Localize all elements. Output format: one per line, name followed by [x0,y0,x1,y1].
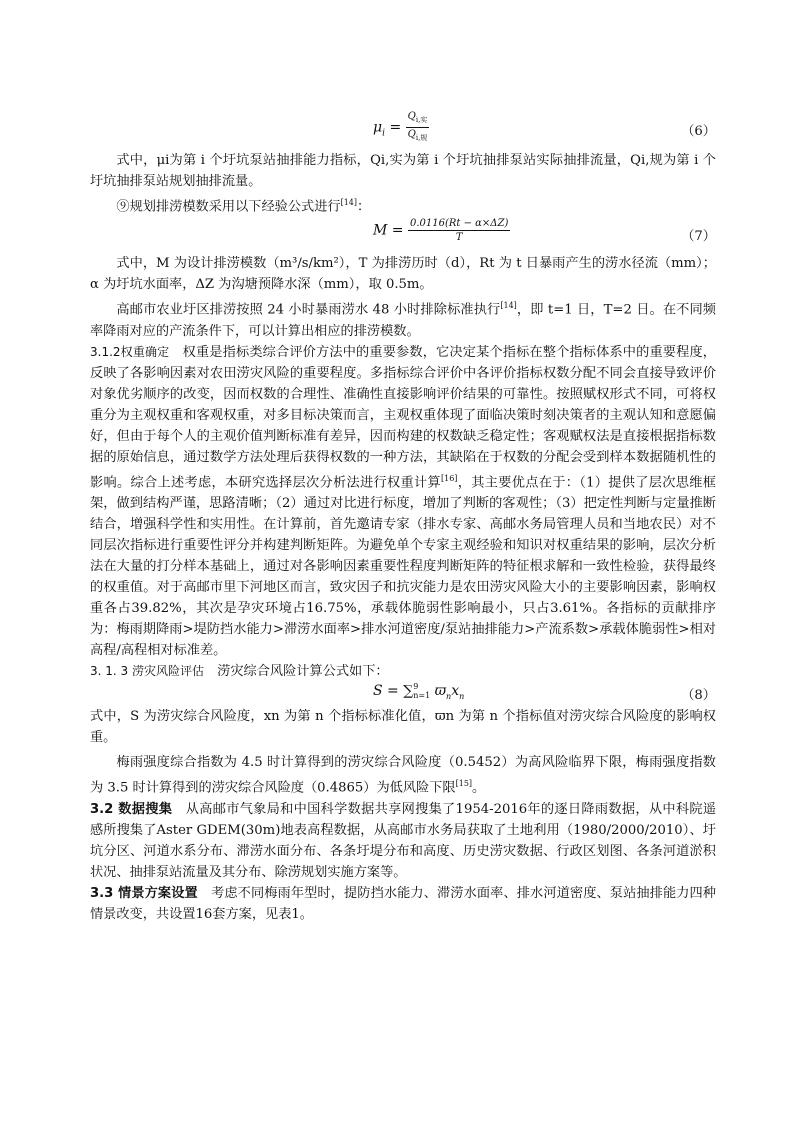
paragraph-drainage-standard [90,295,716,341]
equation-number-6: （6） [681,124,716,139]
eq7-fraction [408,217,510,244]
equation-number-8: （8） [681,688,716,704]
paragraph-risk-threshold [90,752,716,798]
eq7-numerator: 0.0116(Rt − α×ΔZ) [409,218,509,230]
data-collection-text: 从高邮市气象局和中国科学数据共享网搜集了1954-2016年的逐日降雨数据，从中科院遥感所搜集了Aster GDEM(30m)地表高程数据，从高邮市水务局获取了土地利用（1980/2000/2010）、圩坑分区、河道水系分布、滞涝水面分布、各条圩堤分布和高度、历史涝灾数据、行政区划图、各条河道淤积状况、抽排泵站流量及其分布、除涝规划实施方案等。 [90,801,717,880]
eq6-sub: i [382,128,385,139]
risk-formula-intro: 涝灾综合风险计算公式如下： [217,664,389,680]
section-heading-risk-assessment: 3. 1. 3 涝灾风险评估 [90,664,204,679]
equation-7 [90,217,716,253]
citation-15: [15] [455,779,473,789]
section-3-1-3 [90,661,716,682]
eq6-fraction [406,110,430,145]
p4-text: 高邮市农业圩区排涝按照 24 小时暴雨涝水 48 小时排除标准执行 [116,302,501,318]
citation-14b: [14] [500,301,517,311]
eq8-sum-lower: n=1 [413,691,431,701]
weight-text-a: 权重是指标类综合评价方法中的重要参数，它决定某个指标在整个指标体系中的重要程度，反映了各影响因素对农田涝灾风险的重要程度。多指标综合评价中各评价指标权数分配不同会直接导致评价对象优劣顺序的改变，因而权数的合理性、准确性直接影响评价结果的可靠性。按照赋权形式不同，可将权重分为主观权重和客观权重，对多目标决策而言，主观权重体现了面临决策时刻决策者的主观认知和意愿偏好，但由于每个人的主观价值判断标准有差异，因而构建的权数缺乏稳定性；客观赋权法是直接根据指标数据的原始信息，通过数学方法处理后获得权数的一种方法，其缺陷在于权数的分配会受到样本数据随机性的影响。综合上述考虑，本研究选择层次分析法进行权重计算 [90,344,716,491]
paragraph-eq7-explanation: 式中，M 为设计排涝模数（m³/s/km²），T 为排涝历时（d），Rt 为 t 日暴雨产生的涝水径流（mm）；α 为圩坑水面率，ΔZ 为沟塘预降水深（mm），取 0.5m。 [90,256,716,293]
citation-16: [16] [440,473,458,483]
p6-text: 梅雨强度综合指数为 4.5 时计算得到的涝灾综合风险度（0.5452）为高风险临界下限，梅雨强度指数为 3.5 时计算得到的涝灾综合风险度（0.4865）为低风险下限 [90,755,716,796]
equation-8 [90,682,716,706]
weight-text-b: ，其主要优点在于：（1）提供了层次思维框架，做到结构严谨，思路清晰；（2）通过对比进行标度，增加了判断的客观性；（3）把定性判断与定量推断结合，增强科学性和实用性。在计算前，首先邀请专家（排水专家、高邮水务局管理人员和当地农民）对不同层次指标进行重要性评分并构建判断矩阵。为避免单个专家主观经验和知识对权重结果的影响，层次分析法在大量的打分样本基础上，通过对各影响因素重要性程度判断矩阵的特征根求解和一致性检验，获得最终的权重值。对于高邮市里下河地区而言，致灾因子和抗灾能力是农田涝灾风险大小的主要影响因素，影响权重各占39.82%，其次是孕灾环境占16.75%，承载体脆弱性影响最小，只占3.61%。各指标的贡献排序为：梅雨期降雨>堤防挡水能力>滞涝水面率>排水河道密度/泵站抽排能力>产流系数>承载体脆弱性>相对高程/高程相对标准差。 [90,475,716,659]
equation-number-7: （7） [681,229,716,245]
eq8-sum-upper: 9 [413,682,419,692]
eq7-denominator: T [455,232,463,244]
eq6-equals: = [385,119,406,136]
paper-page [90,108,716,925]
paragraph-eq6-explanation: 式中，μi为第 i 个圩坑泵站抽排能力指标，Qi,实为第 i 个圩坑抽排泵站实际抽排流量，Qi,规为第 i 个圩坑抽排泵站规划抽排流量。 [90,153,716,189]
paragraph-eq8-explanation: 式中，S 为涝灾综合风险度，xn 为第 n 个指标标准化值，ϖn 为第 n 个指标值对涝灾综合风险度的影响权重。 [90,709,716,746]
section-heading-data: 3.2 数据搜集 [90,801,173,817]
eq6-numerator: Q [407,111,416,122]
p6-end: 。 [472,780,486,796]
eq7-lhs: M = [373,222,408,239]
section-3-3 [90,883,716,925]
section-3-2 [90,799,716,883]
eq6-denominator: Q [407,129,416,140]
p2-colon: ： [357,199,371,215]
p4-text-cont: ，即 t=1 日，T=2 日。在不同频率降雨对应的产流条件下，可以计算出相应的排涝模数。 [90,302,716,339]
section-3-1-2 [90,342,716,661]
eq6-numerator-sub: i,实 [415,116,428,124]
eq8-formula: S = ∑ 9 n=1 $ϖ_nx_n$ [373,682,465,701]
section-heading-scenario: 3.3 情景方案设置 [90,885,198,901]
equation-6 [90,108,716,150]
paragraph-drainage-modulus [90,192,716,217]
scenario-text: 考虑不同梅雨年型时，提防挡水能力、滞涝水面率、排水河道密度、泵站抽排能力四种情景改变，共设置16套方案，见表1。 [90,885,716,922]
eq6-lhs: μ [373,119,383,136]
citation-14: [14] [340,198,357,207]
section-heading-weight: 3.1.2权重确定 [90,344,170,359]
eq6-denominator-sub: i,规 [415,134,428,142]
p2-text: ⑨规划排涝模数采用以下经验公式进行 [116,199,341,215]
